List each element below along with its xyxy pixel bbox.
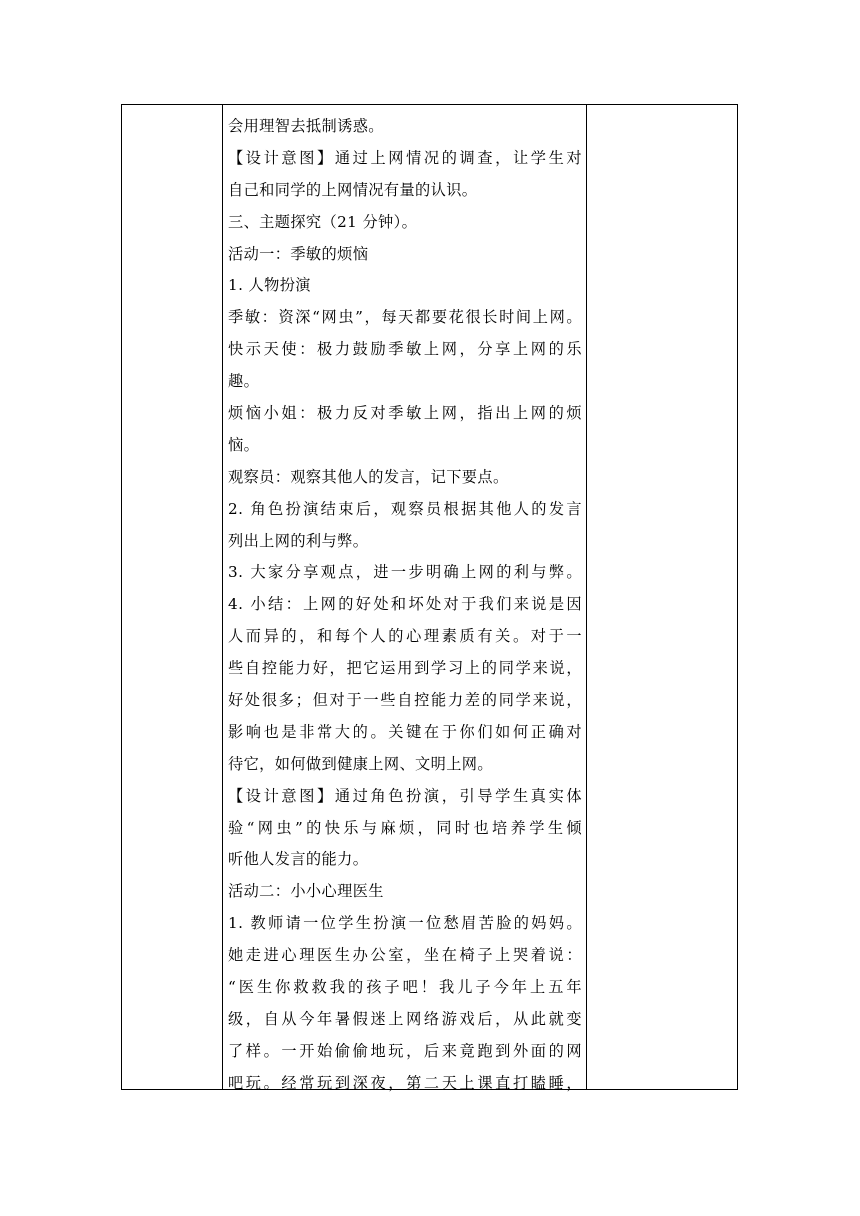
- activity-heading: 活动二：小小心理医生: [228, 882, 384, 901]
- content-line: 影响也是非常大的。关键在于你们如何正确对: [228, 722, 582, 741]
- content-line: 待它，如何做到健康上网、文明上网。: [228, 754, 493, 773]
- content-line: 【设计意图】通过上网情况的调查，让学生对: [228, 148, 582, 167]
- content-line: 人而异的，和每个人的心理素质有关。对于一: [228, 627, 582, 646]
- content-line: 恼。: [228, 435, 260, 454]
- content-line: 列出上网的利与弊。: [228, 531, 369, 550]
- content-line: 自己和同学的上网情况有量的认识。: [228, 180, 478, 199]
- content-line: 1. 教师请一位学生扮演一位愁眉苦脸的妈妈。: [228, 914, 582, 933]
- content-line: 了样。一开始偷偷地玩，后来竟跑到外面的网: [228, 1041, 582, 1060]
- lesson-plan-table: [121, 104, 738, 1090]
- left-column-cell: [122, 105, 222, 1089]
- content-line: 烦恼小姐：极力反对季敏上网，指出上网的烦: [228, 404, 582, 423]
- content-line: 验“网虫”的快乐与麻烦，同时也培养学生倾: [228, 818, 582, 837]
- content-line: 季敏：资深“网虫”，每天都要花很长时间上网。: [228, 308, 582, 327]
- content-line: 【设计意图】通过角色扮演，引导学生真实体: [228, 786, 582, 805]
- content-line: 3. 大家分享观点，进一步明确上网的利与弊。: [228, 563, 582, 582]
- content-line: 快示天使：极力鼓励季敏上网，分享上网的乐: [228, 340, 582, 359]
- content-line: 会用理智去抵制诱惑。: [228, 117, 384, 135]
- left-column-divider: [222, 105, 223, 1089]
- right-column-cell: [587, 105, 737, 1089]
- section-heading: 三、主题探究（21 分钟）。: [228, 212, 418, 231]
- content-line: 趣。: [228, 372, 260, 391]
- content-line: 级，自从今年暑假迷上网络游戏后，从此就变: [228, 1009, 582, 1028]
- lesson-content-cell: [228, 111, 582, 1100]
- content-line: 吧玩。经常玩到深夜，第二天上课直打瞌睡，: [228, 1073, 582, 1092]
- content-line: 些自控能力好，把它运用到学习上的同学来说，: [228, 659, 582, 678]
- content-line: 好处很多；但对于一些自控能力差的同学来说，: [228, 691, 582, 710]
- content-line: 听他人发言的能力。: [228, 850, 369, 869]
- content-line: 她走进心理医生办公室，坐在椅子上哭着说：: [228, 946, 582, 965]
- content-line: 2. 角色扮演结束后，观察员根据其他人的发言: [228, 499, 582, 518]
- content-line: 观察员：观察其他人的发言，记下要点。: [228, 467, 509, 486]
- content-line: 4. 小结：上网的好处和坏处对于我们来说是因: [228, 595, 582, 614]
- content-line: 1. 人物扮演: [228, 276, 311, 295]
- activity-heading: 活动一：季敏的烦恼: [228, 244, 369, 263]
- content-line: “医生你救救我的孩子吧！我儿子今年上五年: [228, 978, 582, 997]
